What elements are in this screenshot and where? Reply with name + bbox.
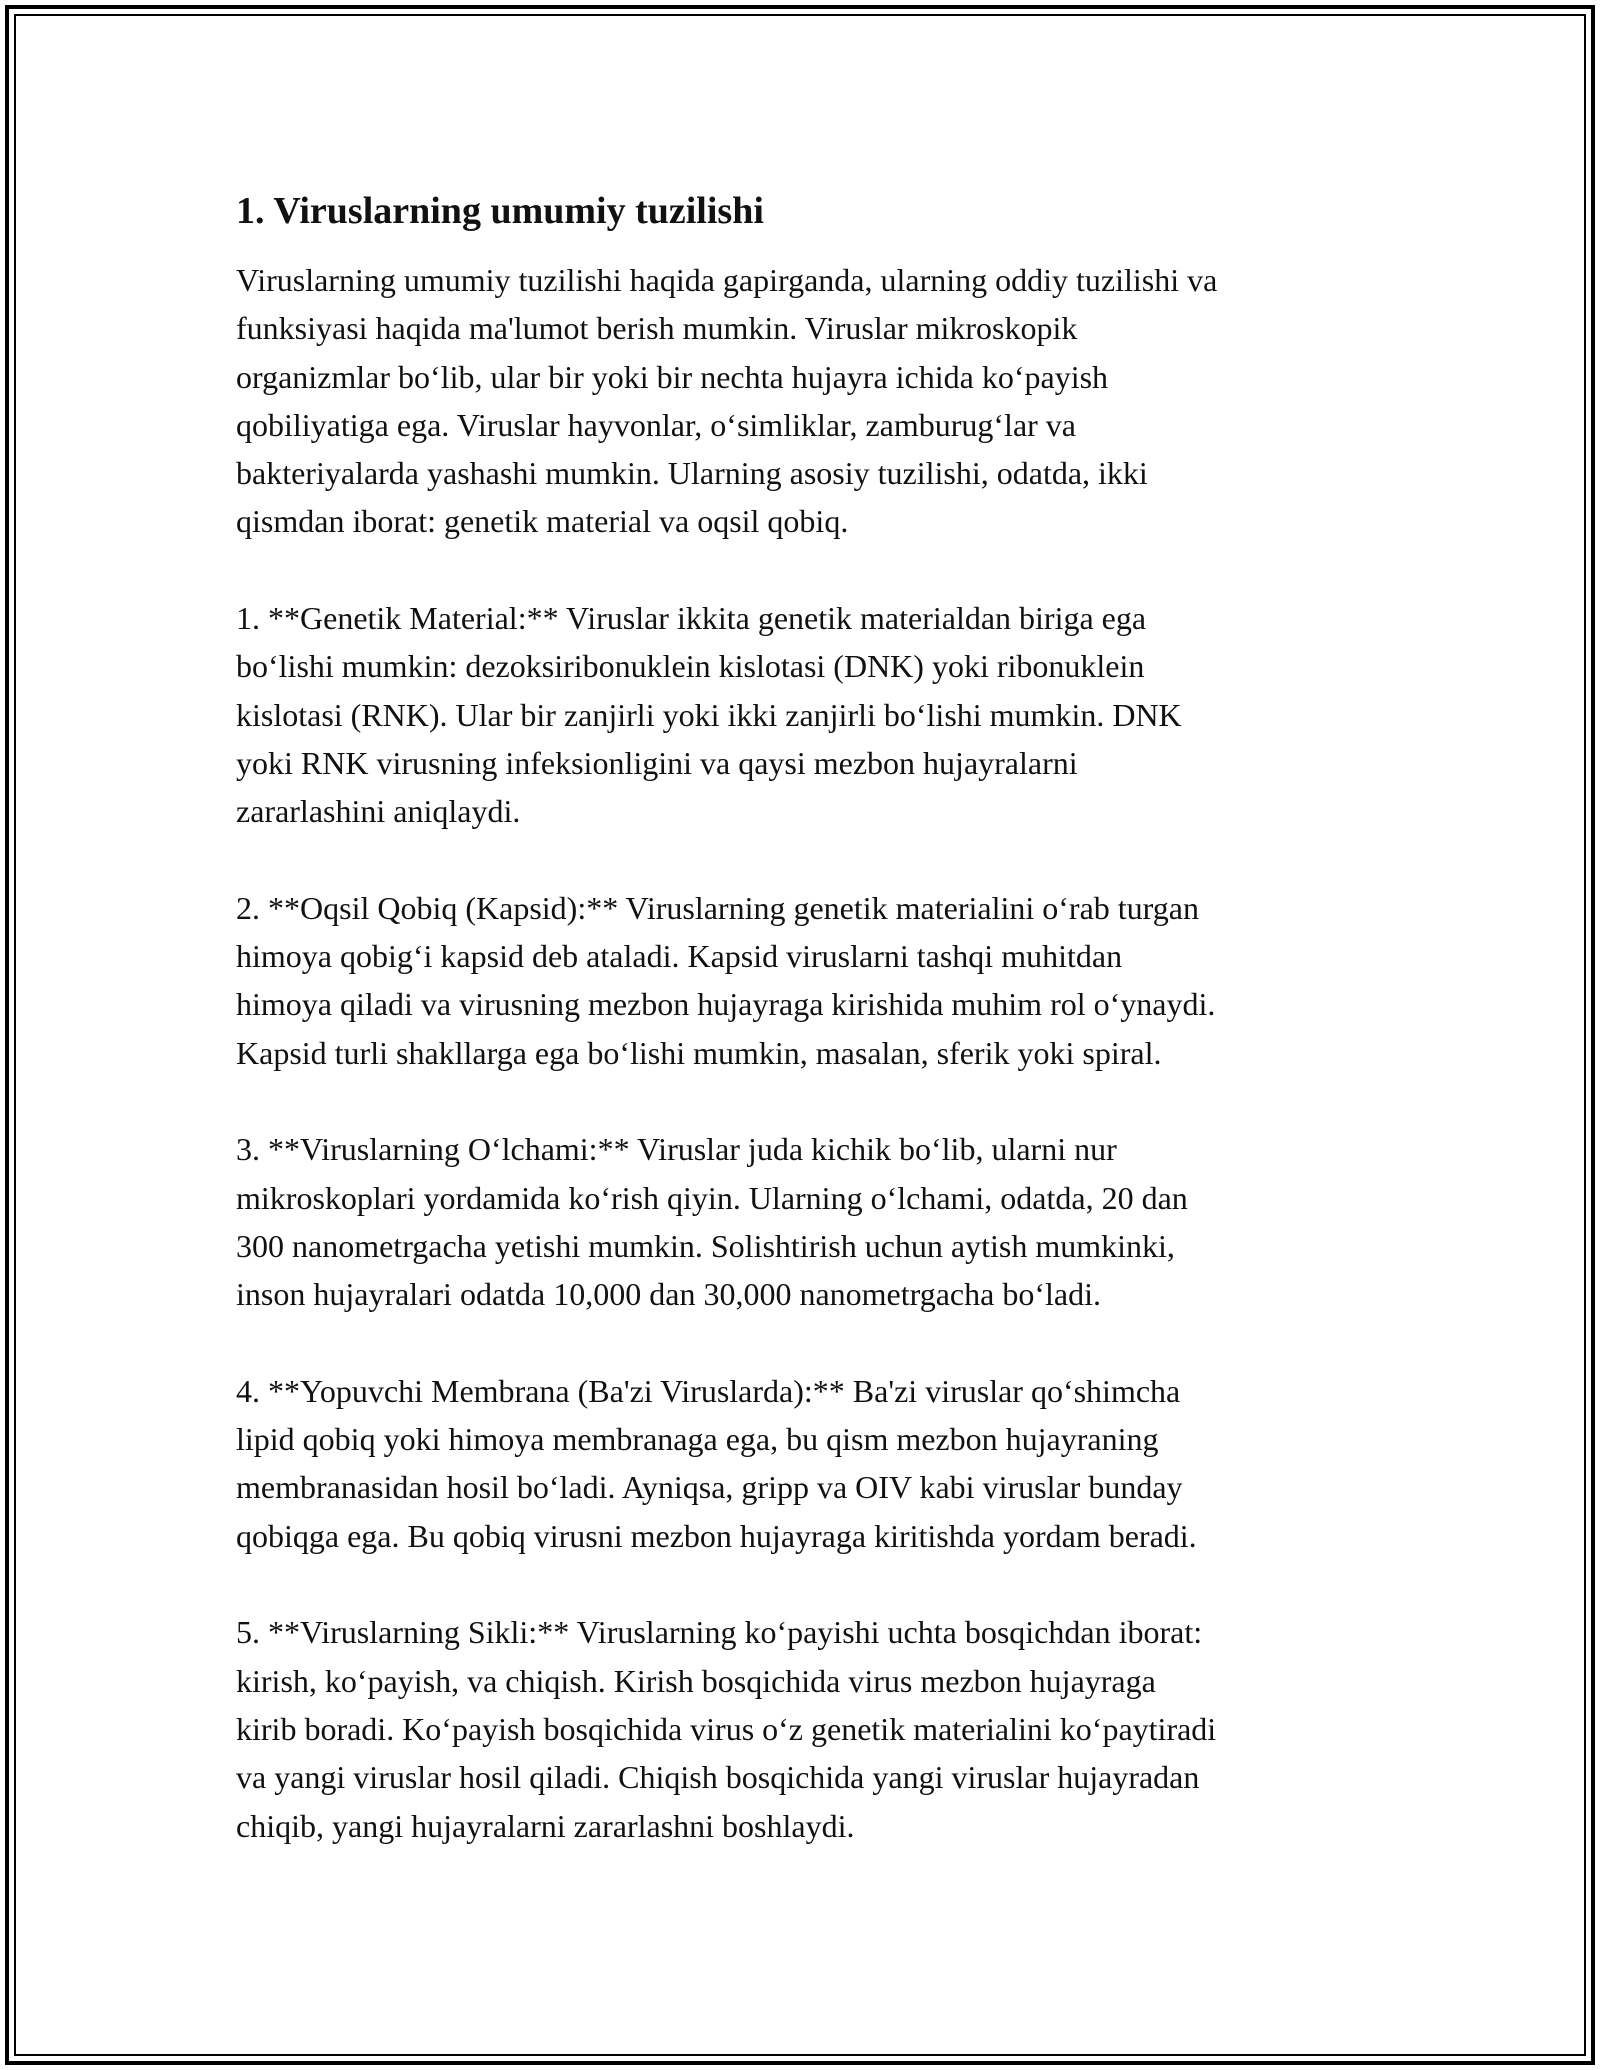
text-line: yoki RNK virusning infeksionligini va qaysi mezbon hujayralarni [236, 744, 1078, 781]
document-body [236, 186, 1386, 1898]
text-line: 1. **Genetik Material:** Viruslar ikkita genetik materialdan biriga ega [236, 600, 1147, 637]
text-line: 300 nanometrgacha yetishi mumkin. Solishtirish uchun aytish mumkinki, [236, 1227, 1175, 1264]
text-line: 3. **Viruslarning O‘lchami:** Viruslar juda kichik bo‘lib, ularni nur [236, 1131, 1117, 1168]
size-paragraph [236, 1125, 1386, 1318]
genetic-material-paragraph [236, 594, 1386, 835]
text-line: qobiliyatiga ega. Viruslar hayvonlar, o‘simliklar, zamburug‘lar va [236, 406, 1076, 443]
text-line: himoya qiladi va virusning mezbon hujayraga kirishida muhim rol o‘ynaydi. [236, 986, 1216, 1023]
text-line: Viruslarning umumiy tuzilishi haqida gapirganda, ularning oddiy tuzilishi va [236, 262, 1218, 298]
text-line: bo‘lishi mumkin: dezoksiribonuklein kislotasi (DNK) yoki ribonuklein [236, 648, 1145, 685]
text-line: himoya qobig‘i kapsid deb ataladi. Kapsid viruslarni tashqi muhitdan [236, 938, 1123, 975]
text-line: zararlashini aniqlaydi. [236, 793, 521, 830]
text-line: organizmlar bo‘lib, ular bir yoki bir nechta hujayra ichida ko‘payish [236, 358, 1109, 395]
text-line: inson hujayralari odatda 10,000 dan 30,000 nanometrgacha bo‘ladi. [236, 1276, 1101, 1313]
text-line: kirib boradi. Ko‘payish bosqichida virus o‘z genetik materialini ko‘paytiradi [236, 1710, 1217, 1747]
text-line: mikroskoplari yordamida ko‘rish qiyin. Ularning o‘lchami, odatda, 20 dan [236, 1179, 1188, 1216]
text-line: 4. **Yopuvchi Membrana (Ba'zi Viruslarda):** Ba'zi viruslar qo‘shimcha [236, 1372, 1181, 1409]
text-line: membranasidan hosil bo‘ladi. Ayniqsa, gripp va OIV kabi viruslar bunday [236, 1469, 1183, 1506]
text-line: chiqib, yangi hujayralarni zararlashni boshlaydi. [236, 1807, 855, 1844]
text-line: 2. **Oqsil Qobiq (Kapsid):** Viruslarning genetik materialini o‘rab turgan [236, 889, 1199, 926]
envelope-paragraph [236, 1367, 1386, 1560]
text-line: kirish, ko‘payish, va chiqish. Kirish bosqichida virus mezbon hujayraga [236, 1662, 1156, 1699]
capsid-paragraph [236, 884, 1386, 1077]
text-line: 5. **Viruslarning Sikli:** Viruslarning ko‘payishi uchta bosqichdan iborat: [236, 1614, 1203, 1651]
text-line: va yangi viruslar hosil qiladi. Chiqish bosqichida yangi viruslar hujayradan [236, 1759, 1200, 1796]
section-heading: 1. Viruslarning umumiy tuzilishi [236, 190, 764, 232]
text-line: kislotasi (RNK). Ular bir zanjirli yoki ikki zanjirli bo‘lishi mumkin. DNK [236, 696, 1182, 733]
text-line: lipid qobiq yoki himoya membranaga ega, bu qism mezbon hujayraning [236, 1421, 1159, 1458]
text-line: qismdan iborat: genetik material va oqsil qobiq. [236, 503, 849, 540]
intro-paragraph [236, 256, 1386, 546]
text-line: funksiyasi haqida ma'lumot berish mumkin. Viruslar mikroskopik [236, 310, 1078, 347]
text-line: Kapsid turli shakllarga ega bo‘lishi mumkin, masalan, sferik yoki spiral. [236, 1034, 1162, 1071]
text-line: bakteriyalarda yashashi mumkin. Ularning asosiy tuzilishi, odatda, ikki [236, 455, 1148, 492]
cycle-paragraph [236, 1608, 1386, 1849]
text-line: qobiqga ega. Bu qobiq virusni mezbon hujayraga kiritishda yordam beradi. [236, 1517, 1197, 1554]
